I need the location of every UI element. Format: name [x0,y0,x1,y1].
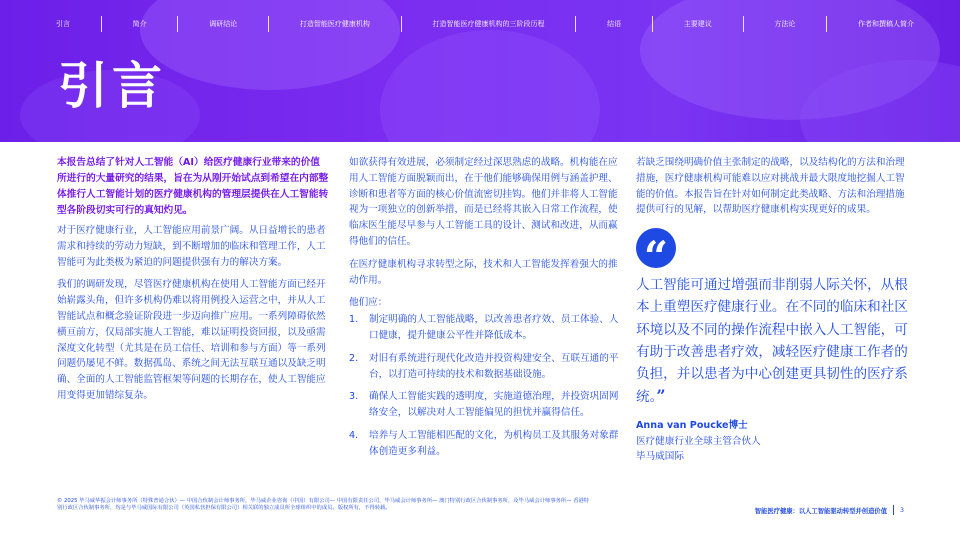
nav-item-conclusion[interactable]: 结语 [607,20,622,28]
column-right [636,155,910,465]
nav-divider [268,16,269,32]
nav-item-summary[interactable]: 简介 [132,20,147,28]
list-item-text: 对旧有系统进行现代化改造并投资构建安全、互联互通的平台，以打造可持续的技术和数据基础设施。 [369,352,619,380]
list-number: 3. [349,391,359,403]
quote-author-name: Anna van Poucke博士 [636,420,748,432]
nav-divider [575,16,576,32]
list-number: 1. [349,314,359,326]
nav-item-recommendations[interactable]: 主要建议 [683,20,712,28]
body-paragraph: 我们的调研发现，尽管医疗健康机构在使用人工智能方面已经开始崭露头角，但许多机构仍难以将用例投入运营之中，并从人工智能试点和概念验证阶段进一步迈向推广应用。一系列障碍依然横亘前方，仅局部实施人工智能，难以证明投资回报，以及亟需深度文化转型（尤其是在员工信任、培训和参与方面）等一系列问题仍屡见不鲜。数据孤岛、系统之间无法互联互通以及缺乏明确、全面的人工智能监管框架等问题的长期存在，使人工智能应用变得更加错综复杂。 [57,279,326,401]
nav-divider [743,16,744,32]
quote-author-org: 毕马威国际 [636,451,684,463]
nav-item-methodology[interactable]: 方法论 [774,20,796,28]
list-item [349,351,619,383]
list-item [349,389,619,421]
page-number: 3 [899,506,904,514]
column-middle [349,155,619,467]
column-left [57,155,329,411]
action-list [349,312,619,459]
report-title: 智能医疗健康：以人工智能驱动转型并创造价值 [754,507,887,515]
quote-icon: “ [636,228,676,268]
nav-item-authors[interactable]: 作者和撰稿人简介 [858,20,914,28]
list-number: 2. [349,352,359,364]
nav-item-build-smart-org[interactable]: 打造智能医疗健康机构 [299,20,370,28]
nav-divider [826,16,827,32]
list-item-text: 培养与人工智能相匹配的文化，为机构员工及其服务对象群体创造更多利益。 [369,429,619,457]
body-paragraph: 对于医疗健康行业，人工智能应用前景广阔。从日益增长的患者需求和持续的劳动力短缺，到不断增加的临床和管理工作，人工智能可为此类极为紧迫的问题提供强有力的解决方案。 [57,225,326,268]
copyright-notice: © 2025 毕马威华振会计师事务所（特殊普通合伙）— 中国合伙制会计师事务所，毕马威企业咨询（中国）有限公司— 中国有限责任公司，毕马威会计师事务所— 澳门特别行政区合伙制事务所，及毕马威会计师事务所— 香港特别行政区合伙制事务所，均是与毕马威国际有限公司（英国私营担保有限公司）相关联的独立成员所全球组织中的成员。版权所有，不得转载。 [57,498,590,512]
nav-item-findings[interactable]: 调研结论 [209,20,238,28]
body-paragraph: 如欲获得有效进展，必须制定经过深思熟虑的战略。机构能在应用人工智能方面脱颖而出，在于他们能够确保用例与涵盖护理、诊断和患者等方面的核心价值流密切挂钩。他们并非将人工智能视为一项独立的创新举措，而是已经将其嵌入日常工作流程，使临床医生能尽早参与人工智能工具的设计、测试和改进，从而赢得他们的信任。 [349,157,618,247]
pull-quote [636,274,912,408]
list-intro: 他们应： [349,297,388,309]
list-item [349,312,619,344]
lead-paragraph: 本报告总结了针对人工智能（AI）给医疗健康行业带来的价值所进行的大量研究的结果，旨在为从刚开始试点到希望在内部整体推行人工智能计划的医疗健康机构的管理层提供在人工智能转型各阶段切实可行的真知灼见。 [57,157,329,216]
header-banner [0,0,960,142]
nav-divider [177,16,178,32]
section-nav [56,14,914,34]
list-number: 4. [349,429,359,441]
decorative-shape [380,30,600,142]
quote-author-role: 医疗健康行业全球主管合伙人 [636,435,761,447]
body-paragraph: 在医疗健康机构寻求转型之际，技术和人工智能发挥着强大的推动作用。 [349,258,618,286]
footer-divider [893,505,894,515]
list-item-text: 确保人工智能实践的透明度，实施道德治理，并投资巩固网络安全，以解决对人工智能偏见的担忧并赢得信任。 [369,391,619,419]
page-title: 引言 [58,57,166,115]
list-item-text: 制定明确的人工智能战略，以改善患者疗效、员工体验、人口健康，提升健康公平性并降低成本。 [369,314,619,341]
nav-divider [652,16,653,32]
page-footer [755,505,904,515]
nav-item-intro[interactable]: 引言 [56,20,70,28]
body-paragraph: 若缺乏围绕明确价值主张制定的战略，以及结构化的方法和治理措施，医疗健康机构可能难以应对挑战并最大限度地挖掘人工智能的价值。本报告旨在针对如何制定此类战略、方法和治理措施提供可行的见解，以帮助医疗健康机构实现更好的成果。 [636,157,905,216]
quote-close-mark: ” [656,386,666,406]
nav-divider [401,16,402,32]
list-item [349,428,619,460]
nav-item-three-stage-journey[interactable]: 打造智能医疗健康机构的三阶段历程 [432,20,545,28]
pull-quote-text: 人工智能可通过增强而非削弱人际关怀，从根本上重塑医疗健康行业。在不同的临床和社区环境以及不同的操作流程中嵌入人工智能，可有助于改善患者疗效，减轻医疗健康工作者的负担，并以患者为中心创建更具韧性的医疗系统。 [636,277,908,406]
nav-divider [101,16,102,32]
